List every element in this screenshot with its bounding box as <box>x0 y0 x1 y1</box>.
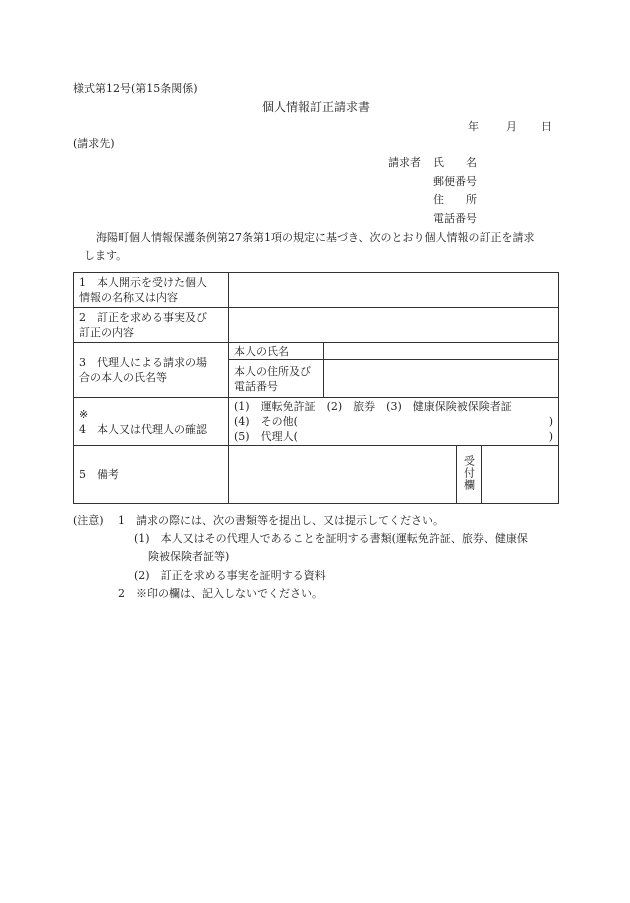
table-row-identity-check <box>74 398 559 446</box>
page-title: 個人情報訂正請求書 <box>262 100 371 114</box>
intro-text-line2: します。 <box>84 249 128 262</box>
table-row-agent-name <box>74 343 559 360</box>
identity-option-line1: (1) 運転免許証 (2) 旅券 (3) 健康保険被保険者証 <box>234 400 512 413</box>
note-2: 2 ※印の欄は、記入しないでください。 <box>118 587 323 600</box>
recipient-label: (請求先) <box>73 137 115 150</box>
identity-option-line2: (4) その他( ) <box>234 415 553 428</box>
requester-label: 請求者 <box>388 156 421 169</box>
note-1-1-line1: (1) 本人又はその代理人であることを証明する書類(運転免許証、旅券、健康保 <box>134 532 528 545</box>
table-row-disclosed-info <box>74 273 559 308</box>
date-year-label: 年 <box>468 120 479 133</box>
note-1-2: (2) 訂正を求める事実を証明する資料 <box>134 569 326 582</box>
identity-option-line3: (5) 代理人( ) <box>234 430 553 443</box>
table-row-correction <box>74 308 559 343</box>
note-1-1-line2: 険被保険者証等) <box>148 550 230 563</box>
request-table <box>73 272 559 504</box>
date-month-label: 月 <box>506 120 517 133</box>
notes-prefix: (注意) <box>73 514 104 527</box>
principal-address-label: 本人の住所及び 電話番号 <box>229 360 324 398</box>
intro-text-line1: 海陽町個人情報保護条例第27条第1項の規定に基づき、次のとおり個人情報の訂正を請求 <box>96 231 535 244</box>
form-number: 様式第12号(第15条関係) <box>73 82 198 95</box>
correction-label: 2 訂正を求める事実及び 訂正の内容 <box>74 308 229 343</box>
requester-phone-label: 電話番号 <box>433 212 477 225</box>
remarks-label: 5 備考 <box>74 446 229 504</box>
reception-label: 受付欄 <box>457 446 482 504</box>
reception-field[interactable] <box>482 446 559 504</box>
identity-check-label: ※ 4 本人又は代理人の確認 <box>74 398 229 446</box>
principal-name-label: 本人の氏名 <box>229 343 324 360</box>
remarks-field[interactable] <box>229 446 457 504</box>
disclosed-info-label: 1 本人開示を受けた個人 情報の名称又は内容 <box>74 273 229 308</box>
requester-address-label: 住 所 <box>433 193 477 206</box>
date-day-label: 日 <box>541 120 552 133</box>
correction-field[interactable] <box>229 308 559 343</box>
table-row-remarks <box>74 446 559 504</box>
disclosed-info-field[interactable] <box>229 273 559 308</box>
principal-address-field[interactable] <box>324 360 559 398</box>
requester-postal-label: 郵便番号 <box>433 175 477 188</box>
requester-name-label: 氏 名 <box>433 156 477 169</box>
note-1: 1 請求の際には、次の書類等を提出し、又は提示してください。 <box>118 514 444 527</box>
agent-request-label: 3 代理人による請求の場 合の本人の氏名等 <box>74 343 229 398</box>
principal-name-field[interactable] <box>324 343 559 360</box>
identity-check-options <box>229 398 559 446</box>
